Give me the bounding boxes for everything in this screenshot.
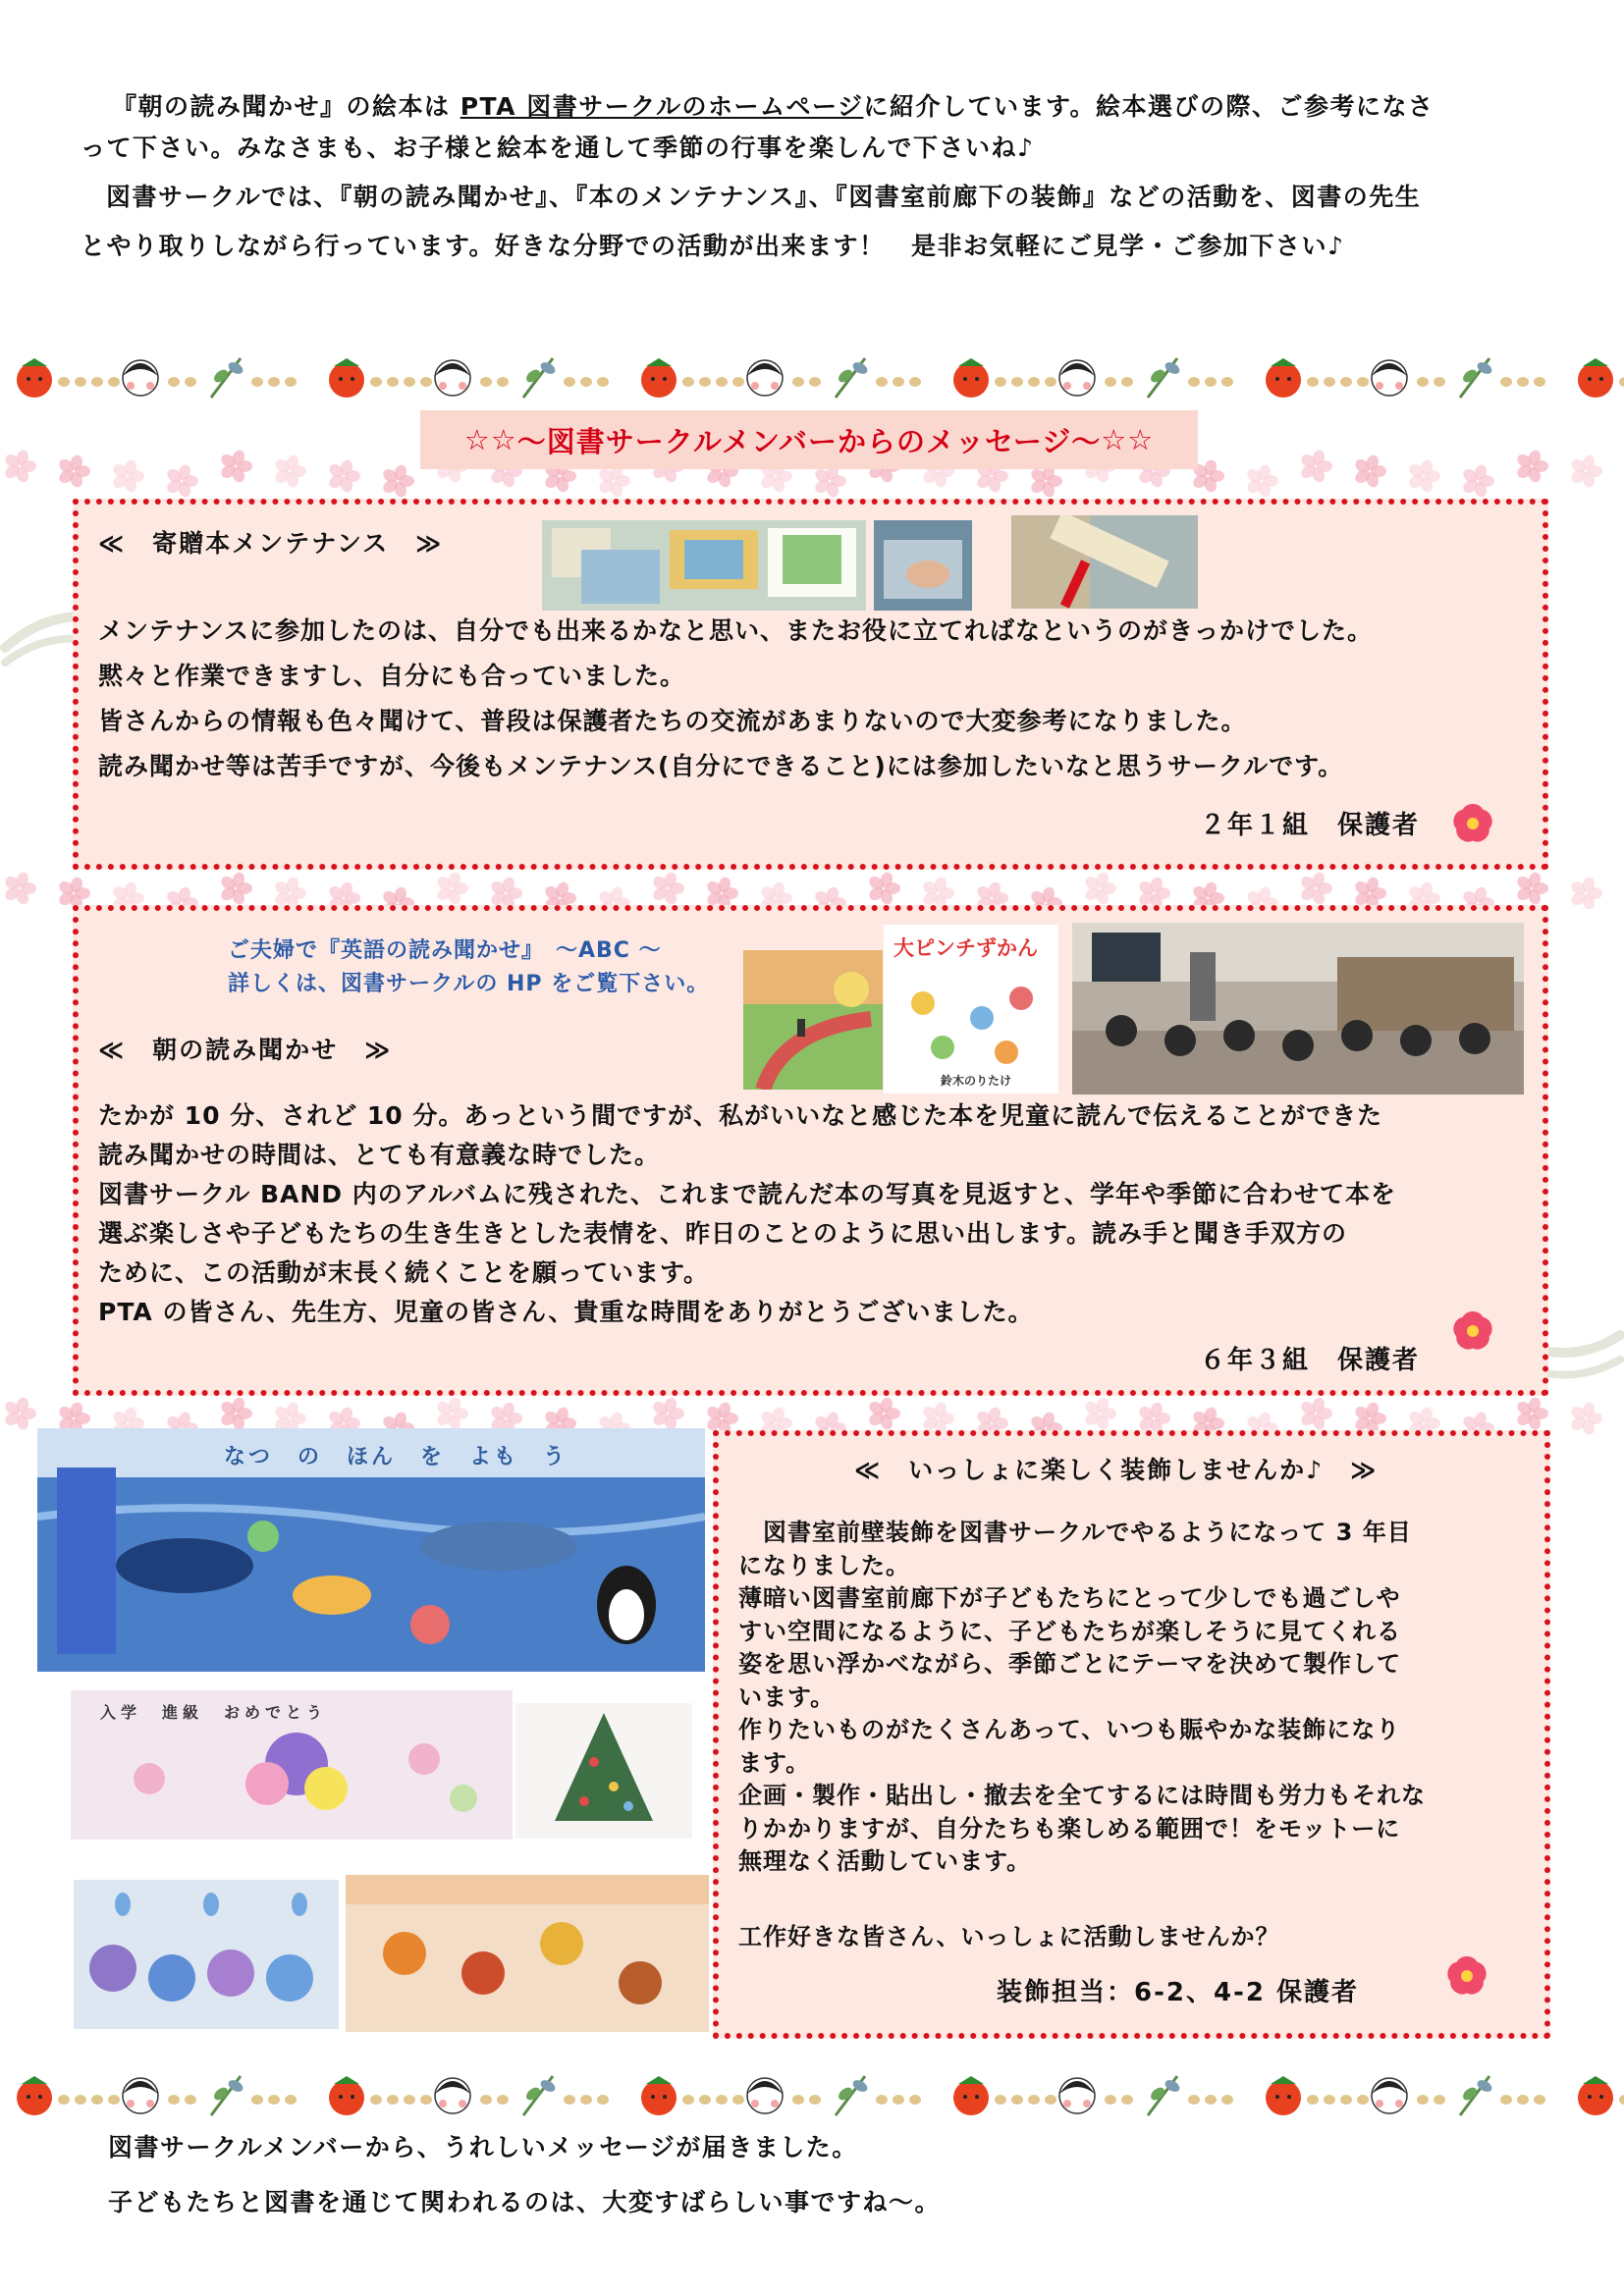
bean-icon bbox=[268, 2095, 280, 2105]
sakura-petal-icon bbox=[219, 1396, 252, 1431]
sprig-icon bbox=[1148, 358, 1181, 398]
okame-face-icon bbox=[1059, 360, 1095, 396]
intro-line-2: って下さい。みなさまも、お子様と絵本を通して季節の行事を楽しんで下さいね♪ bbox=[81, 133, 1035, 162]
summer-wall-caption: なつ の ほん を よも う bbox=[224, 1445, 568, 1469]
maintenance-signature: ２年１組 保護者 bbox=[1200, 811, 1421, 840]
bean-icon bbox=[564, 2095, 575, 2105]
sakura-petal-icon bbox=[1299, 871, 1332, 906]
bean-icon bbox=[370, 377, 382, 387]
okame-face-icon bbox=[123, 360, 158, 396]
bean-icon bbox=[1517, 2095, 1529, 2105]
decoration-line bbox=[738, 1879, 1529, 1912]
english-reading-note bbox=[228, 934, 709, 1001]
sakura-petal-icon bbox=[651, 1396, 684, 1431]
bean-icon bbox=[404, 377, 415, 387]
bean-icon bbox=[1221, 2095, 1233, 2105]
bean-icon bbox=[108, 2095, 120, 2105]
tomato-icon bbox=[1266, 2076, 1301, 2115]
decoration-photo-rain-wall bbox=[74, 1880, 339, 2029]
maintenance-photo-tape bbox=[1011, 515, 1198, 609]
bean-icon bbox=[1324, 377, 1335, 387]
okame-face-icon bbox=[435, 360, 470, 396]
sakura-petal-icon bbox=[1083, 1396, 1116, 1431]
okame-face-icon bbox=[747, 360, 783, 396]
bean-icon bbox=[168, 377, 180, 387]
bean-icon bbox=[370, 2095, 382, 2105]
decoration-line: すい空間になるように、子どもたちが楽しそうに見てくれる bbox=[738, 1617, 1401, 1645]
decoration-photo-spring-wall bbox=[71, 1690, 513, 1840]
spring-wall-caption: 入学 進級 おめでとう bbox=[100, 1703, 328, 1722]
bean-icon bbox=[1188, 377, 1200, 387]
bean-icon bbox=[1517, 377, 1529, 387]
decoration-photo-christmas-tree bbox=[515, 1703, 692, 1839]
sprig-icon bbox=[836, 358, 869, 398]
maintenance-line: メンテナンスに参加したのは、自分でも出来るかなと思い、またお役に立てればなというのがきっかけでした。 bbox=[98, 616, 1374, 645]
bean-icon bbox=[1221, 377, 1233, 387]
bean-icon bbox=[1011, 2095, 1023, 2105]
okame-face-icon bbox=[747, 2078, 783, 2113]
sprig-icon bbox=[836, 2076, 869, 2115]
maintenance-line: 黙々と作業できますし、自分にも合っていました。 bbox=[98, 662, 686, 690]
sakura-petal-icon bbox=[381, 463, 414, 499]
bean-icon bbox=[809, 377, 821, 387]
bean-icon bbox=[1205, 377, 1217, 387]
maintenance-body bbox=[98, 612, 1542, 786]
bean-icon bbox=[58, 377, 70, 387]
bean-icon bbox=[251, 2095, 263, 2105]
tomato-icon bbox=[641, 2076, 677, 2115]
bean-icon bbox=[480, 2095, 492, 2105]
english-reading-note-line-2: 詳しくは、図書サークルの HP をご覧下さい。 bbox=[228, 972, 710, 996]
reading-line: 読み聞かせの時間は、とても有意義な時でした。 bbox=[98, 1141, 661, 1169]
title-stars-left: ☆☆ bbox=[463, 423, 517, 456]
tomato-icon bbox=[17, 358, 52, 398]
decoration-line: りかかりますが、自分たちも楽しめる範囲で！をモットーに bbox=[738, 1814, 1401, 1842]
closing-line-1: 図書サークルメンバーから、うれしいメッセージが届きました。 bbox=[108, 2133, 858, 2162]
decoration-line: ます。 bbox=[738, 1748, 811, 1777]
closing-line-2: 子どもたちと図書を通じて関われるのは、大変すばらしい事ですね～。 bbox=[108, 2188, 942, 2216]
english-reading-note-line-1: ご夫婦で『英語の読み聞かせ』 ～ABC ～ bbox=[228, 938, 662, 963]
tomato-icon bbox=[641, 358, 677, 398]
sakura-petal-icon bbox=[1515, 1396, 1548, 1431]
bean-icon bbox=[1324, 2095, 1335, 2105]
book-title: 大ピンチずかん bbox=[893, 936, 1038, 960]
sakura-petal-icon bbox=[3, 871, 36, 906]
sakura-petal-icon bbox=[111, 458, 144, 494]
sakura-petal-icon bbox=[57, 454, 90, 489]
flower-icon bbox=[1441, 1950, 1492, 2002]
sakura-petal-icon bbox=[165, 463, 198, 499]
decoration-body bbox=[738, 1517, 1529, 1954]
bean-icon bbox=[1417, 377, 1429, 387]
bean-icon bbox=[185, 377, 196, 387]
bean-icon bbox=[1205, 2095, 1217, 2105]
bean-icon bbox=[1307, 377, 1319, 387]
bean-icon bbox=[597, 2095, 609, 2105]
okame-face-icon bbox=[1059, 2078, 1095, 2113]
bean-icon bbox=[732, 377, 744, 387]
sakura-petal-icon bbox=[273, 454, 306, 489]
sakura-petal-icon bbox=[1299, 449, 1332, 484]
bean-icon bbox=[909, 377, 921, 387]
bean-icon bbox=[58, 2095, 70, 2105]
intro-paragraph bbox=[81, 86, 1543, 267]
bean-icon bbox=[1028, 377, 1040, 387]
reading-photo-park-book bbox=[743, 950, 883, 1090]
tomato-icon bbox=[953, 358, 989, 398]
decoration-line: います。 bbox=[738, 1682, 836, 1711]
intro-line-1: 『朝の読み聞かせ』の絵本は PTA 図書サークルのホームページに紹介しています。絵本選びの際、ご参考になさ bbox=[112, 92, 1435, 121]
sakura-petal-icon bbox=[1515, 449, 1548, 484]
bean-icon bbox=[995, 2095, 1006, 2105]
bean-icon bbox=[995, 377, 1006, 387]
reading-heading: ≪ 朝の読み聞かせ ≫ bbox=[98, 1036, 393, 1064]
tomato-icon bbox=[17, 2076, 52, 2115]
okame-face-icon bbox=[1372, 360, 1407, 396]
tomato-icon bbox=[1578, 358, 1613, 398]
sakura-petal-icon bbox=[1407, 458, 1440, 494]
sakura-petal-icon bbox=[651, 871, 684, 906]
bean-icon bbox=[716, 2095, 728, 2105]
maintenance-heading: ≪ 寄贈本メンテナンス ≫ bbox=[98, 529, 444, 558]
bean-icon bbox=[75, 2095, 86, 2105]
reading-line: 図書サークル BAND 内のアルバムに残された、これまで読んだ本の写真を見返すと、学年や季節に合わせて本を bbox=[98, 1180, 1396, 1208]
top-garland-decoration bbox=[0, 348, 1624, 407]
okame-face-icon bbox=[1372, 2078, 1407, 2113]
bean-icon bbox=[1105, 377, 1116, 387]
bean-icon bbox=[387, 377, 399, 387]
bean-icon bbox=[1357, 377, 1369, 387]
reading-line: PTA の皆さん、先生方、児童の皆さん、貴重な時間をありがとうございました。 bbox=[98, 1298, 1034, 1326]
section-title: ～図書サークルメンバーからのメッセージ～ bbox=[516, 424, 1102, 458]
sprig-icon bbox=[211, 358, 244, 398]
bean-icon bbox=[497, 377, 509, 387]
sakura-petal-icon bbox=[1515, 871, 1548, 906]
bean-icon bbox=[75, 377, 86, 387]
closing-message bbox=[108, 2120, 941, 2230]
decoration-line: 薄暗い図書室前廊下が子どもたちにとって少しでも過ごしや bbox=[738, 1584, 1401, 1612]
bean-icon bbox=[792, 377, 804, 387]
bean-icon bbox=[1121, 377, 1133, 387]
bean-icon bbox=[285, 2095, 297, 2105]
reading-line: ために、この活動が末長く続くことを願っています。 bbox=[98, 1258, 710, 1287]
bean-icon bbox=[909, 2095, 921, 2105]
sakura-petal-icon bbox=[1083, 871, 1116, 906]
sprig-icon bbox=[523, 2076, 557, 2115]
bottom-garland-decoration bbox=[0, 2066, 1624, 2125]
reading-photo-book-cover bbox=[884, 925, 1058, 1094]
bean-icon bbox=[876, 377, 888, 387]
bean-icon bbox=[682, 2095, 694, 2105]
bean-icon bbox=[1534, 377, 1545, 387]
tomato-icon bbox=[329, 358, 364, 398]
sakura-petal-icon bbox=[1461, 463, 1494, 499]
bean-icon bbox=[91, 2095, 103, 2105]
sakura-petal-icon bbox=[1353, 454, 1386, 489]
sprig-icon bbox=[211, 2076, 244, 2115]
pta-homepage-link[interactable]: PTA 図書サークルのホームページ bbox=[460, 92, 864, 121]
maintenance-photo-books bbox=[542, 520, 866, 611]
book-author: 鈴木のりたけ bbox=[941, 1074, 1012, 1088]
bean-icon bbox=[597, 377, 609, 387]
bean-icon bbox=[497, 2095, 509, 2105]
decoration-heading: ≪ いっしょに楽しく装飾しませんか♪ ≫ bbox=[854, 1456, 1379, 1484]
bean-icon bbox=[1500, 2095, 1512, 2105]
bean-icon bbox=[792, 2095, 804, 2105]
bean-icon bbox=[1619, 2095, 1624, 2105]
bean-icon bbox=[185, 2095, 196, 2105]
decoration-line: 企画・製作・貼出し・撤去を全てするには時間も労力もそれな bbox=[738, 1782, 1426, 1809]
reading-body bbox=[98, 1096, 1542, 1332]
bean-icon bbox=[1121, 2095, 1133, 2105]
bean-icon bbox=[893, 2095, 904, 2105]
bean-icon bbox=[1307, 2095, 1319, 2105]
flower-icon bbox=[1447, 798, 1498, 849]
sakura-petal-icon bbox=[867, 1396, 900, 1431]
sakura-petal-icon bbox=[1569, 876, 1602, 911]
bean-icon bbox=[387, 2095, 399, 2105]
reading-photo-classroom bbox=[1072, 923, 1524, 1095]
bean-icon bbox=[1534, 2095, 1545, 2105]
decoration-line: 工作好きな皆さん、いっしょに活動しませんか？ bbox=[738, 1923, 1280, 1950]
bean-icon bbox=[1340, 377, 1352, 387]
maintenance-photo-hands bbox=[874, 520, 972, 611]
bean-icon bbox=[1434, 377, 1445, 387]
sakura-petal-icon bbox=[327, 458, 360, 494]
bean-icon bbox=[108, 377, 120, 387]
bean-icon bbox=[699, 2095, 711, 2105]
tomato-icon bbox=[1578, 2076, 1613, 2115]
bean-icon bbox=[404, 2095, 415, 2105]
decoration-line: 作りたいものがたくさんあって、いつも賑やかな装飾になり bbox=[738, 1716, 1401, 1743]
decoration-line: になりました。 bbox=[738, 1551, 910, 1579]
bean-icon bbox=[1434, 2095, 1445, 2105]
bean-icon bbox=[268, 377, 280, 387]
bean-icon bbox=[1619, 377, 1624, 387]
bean-icon bbox=[1500, 377, 1512, 387]
decoration-line: 無理なく活動しています。 bbox=[738, 1847, 1032, 1875]
bean-icon bbox=[1045, 377, 1056, 387]
bean-icon bbox=[420, 2095, 432, 2105]
bean-icon bbox=[1340, 2095, 1352, 2105]
bean-icon bbox=[168, 2095, 180, 2105]
sakura-petal-icon bbox=[1569, 454, 1602, 489]
bean-icon bbox=[251, 377, 263, 387]
sakura-petal-icon bbox=[219, 871, 252, 906]
bean-icon bbox=[1357, 2095, 1369, 2105]
bean-icon bbox=[580, 377, 592, 387]
bean-icon bbox=[716, 377, 728, 387]
reading-signature: ６年３組 保護者 bbox=[1200, 1346, 1421, 1375]
sakura-petal-icon bbox=[219, 449, 252, 484]
maintenance-line: 皆さんからの情報も色々聞けて、普段は保護者たちの交流があまりないので大変参考になりました。 bbox=[98, 707, 1247, 735]
okame-face-icon bbox=[435, 2078, 470, 2113]
sakura-petal-icon bbox=[867, 871, 900, 906]
bean-icon bbox=[1028, 2095, 1040, 2105]
bean-icon bbox=[809, 2095, 821, 2105]
decoration-line: 姿を思い浮かべながら、季節ごとにテーマを決めて製作して bbox=[738, 1650, 1401, 1678]
bean-icon bbox=[699, 377, 711, 387]
bean-icon bbox=[1011, 377, 1023, 387]
sprig-icon bbox=[1148, 2076, 1181, 2115]
tomato-icon bbox=[1266, 358, 1301, 398]
bean-icon bbox=[91, 377, 103, 387]
bean-icon bbox=[876, 2095, 888, 2105]
sakura-petal-icon bbox=[435, 1396, 468, 1431]
bean-icon bbox=[1045, 2095, 1056, 2105]
section-title-banner bbox=[420, 410, 1198, 469]
bean-icon bbox=[893, 377, 904, 387]
sakura-petal-icon bbox=[3, 449, 36, 484]
bean-icon bbox=[1188, 2095, 1200, 2105]
bean-icon bbox=[1105, 2095, 1116, 2105]
sakura-petal-icon bbox=[1299, 1396, 1332, 1431]
decoration-photo-autumn-wall bbox=[346, 1875, 709, 2032]
sprig-icon bbox=[1460, 2076, 1493, 2115]
sprig-icon bbox=[523, 358, 557, 398]
tomato-icon bbox=[953, 2076, 989, 2115]
bean-icon bbox=[732, 2095, 744, 2105]
sakura-petal-icon bbox=[435, 871, 468, 906]
decoration-photo-summer-wall bbox=[37, 1428, 705, 1672]
bean-icon bbox=[480, 377, 492, 387]
sakura-petal-icon bbox=[3, 1396, 36, 1431]
decoration-signature: 装飾担当：6-2、4-2 保護者 bbox=[997, 1978, 1359, 2007]
sakura-petal-icon bbox=[1569, 1401, 1602, 1436]
okame-face-icon bbox=[123, 2078, 158, 2113]
reading-line: たかが 10 分、されど 10 分。あっという間ですが、私がいいなと感じた本を児童に読んで伝えることができた bbox=[98, 1101, 1383, 1130]
decoration-line: 図書室前壁装飾を図書サークルでやるようになって 3 年目 bbox=[738, 1519, 1412, 1546]
bean-icon bbox=[564, 377, 575, 387]
bean-icon bbox=[580, 2095, 592, 2105]
bean-icon bbox=[420, 377, 432, 387]
maintenance-line: 読み聞かせ等は苦手ですが、今後もメンテナンス(自分にできること)には参加したいなと思うサークルです。 bbox=[98, 752, 1344, 780]
sakura-petal-icon bbox=[1245, 463, 1278, 499]
intro-line-3: 図書サークルでは、『朝の読み聞かせ』、『本のメンテナンス』、『図書室前廊下の装飾』などの活動を、図書の先生 bbox=[106, 183, 1422, 211]
tomato-icon bbox=[329, 2076, 364, 2115]
reading-line: 選ぶ楽しさや子どもたちの生き生きとした表情を、昨日のことのように思い出します。読み手と聞き手双方の bbox=[98, 1219, 1348, 1248]
title-stars-right: ☆☆ bbox=[1101, 423, 1155, 456]
intro-line-4: とやり取りしながら行っています。好きな分野での活動が出来ます！ 是非お気軽にご見学・ご参加下さい♪ bbox=[81, 232, 1345, 260]
bean-icon bbox=[1417, 2095, 1429, 2105]
sprig-icon bbox=[1460, 358, 1493, 398]
bean-icon bbox=[285, 377, 297, 387]
bean-icon bbox=[682, 377, 694, 387]
flower-icon bbox=[1447, 1306, 1498, 1357]
